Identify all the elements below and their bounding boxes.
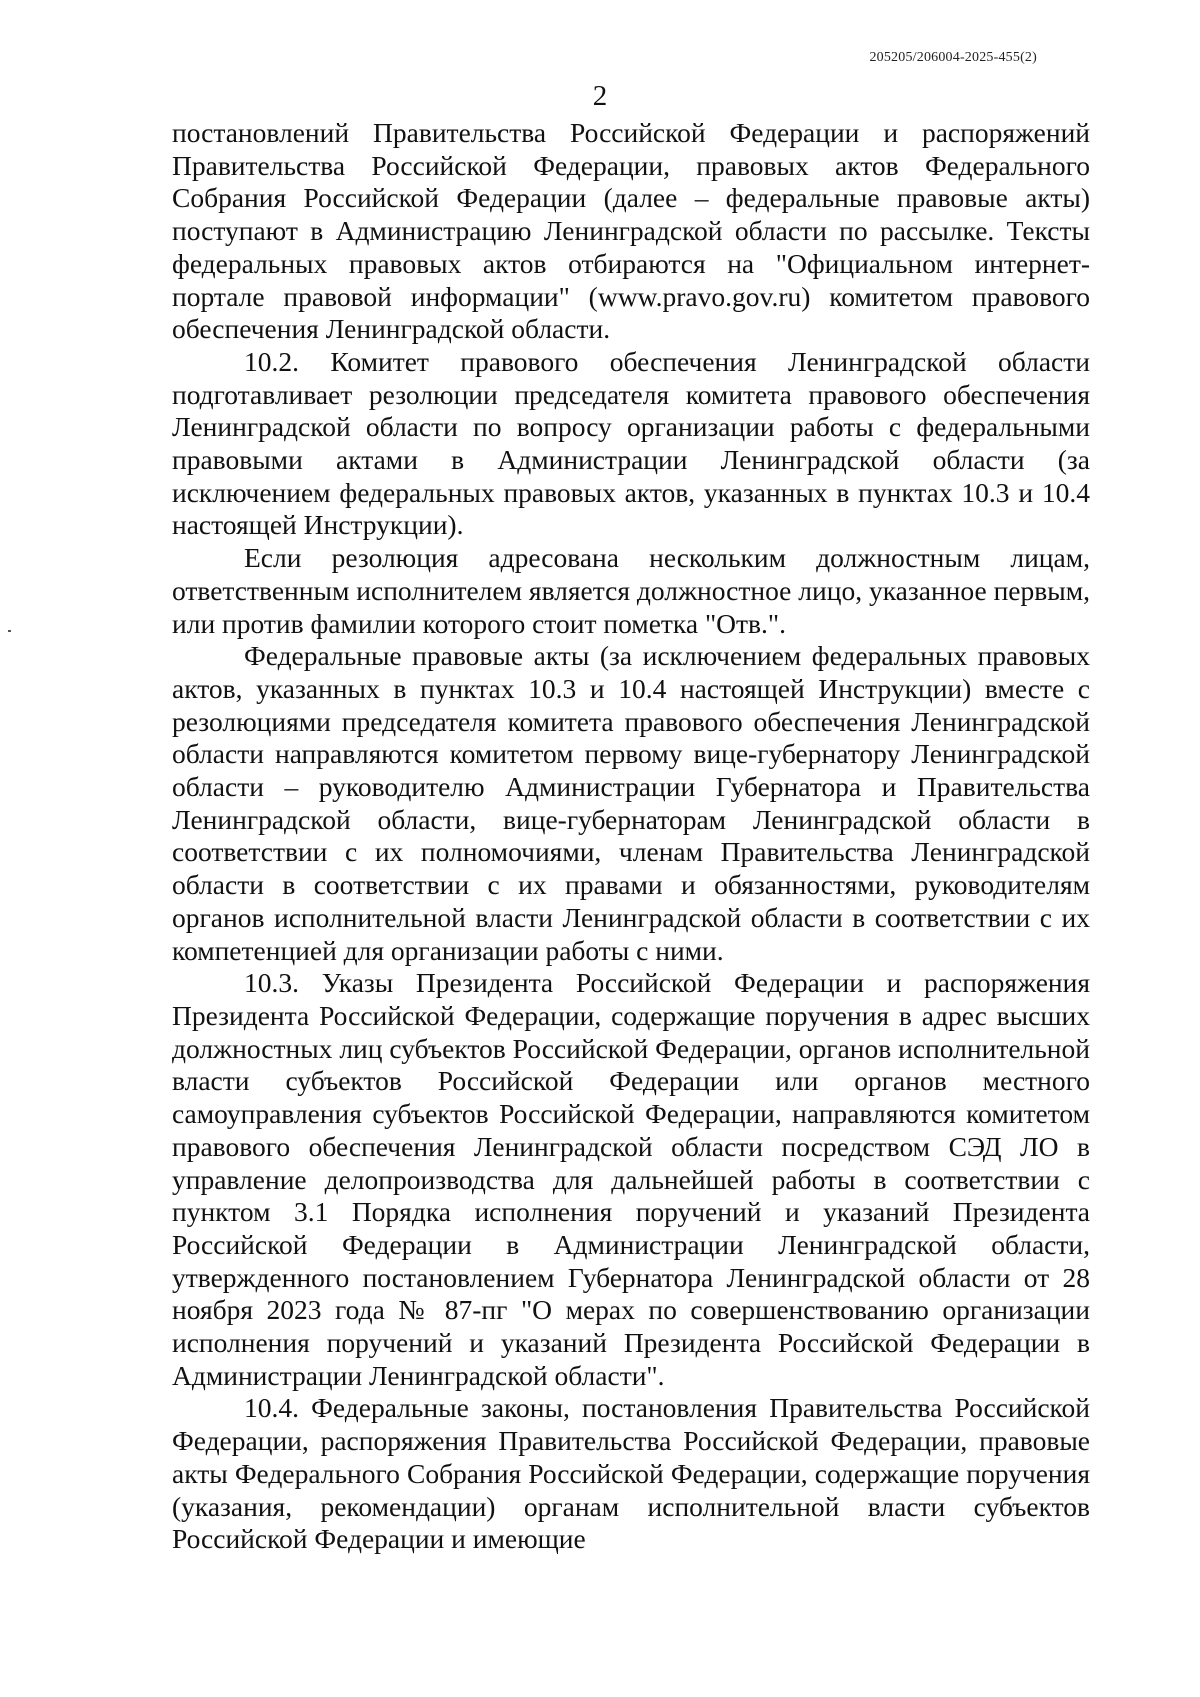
document-body (172, 117, 1090, 1556)
page-number: 2 (592, 80, 608, 112)
paragraph-10-2: 10.2. Комитет правового обеспечения Ленинградской области подготавливает резолюции председателя комитета правового обеспечения Ленинградской области по вопросу организации работы с федеральными правовыми актами в Администрации Ленинградской области (за исключением федеральных правовых актов, указанных в пунктах 10.3 и 10.4 настоящей Инструкции). (172, 345, 1090, 541)
paragraph-responsible-executor: Если резолюция адресована нескольким должностным лицам, ответственным исполнителем является должностное лицо, указанное первым, или против фамилии которого стоит пометка "Отв.". (172, 542, 1090, 639)
paragraph-continuation: постановлений Правительства Российской Федерации и распоряжений Правительства Российской Федерации, правовых актов Федерального Собрания Российской Федерации (далее – федеральные правовые акты) поступают в Администрацию Ленинградской области по рассылке. Тексты федеральных правовых актов отбираются на "Официальном интернет-портале правовой информации" (www.pravo.gov.ru) комитетом правового обеспечения Ленинградской области. (172, 117, 1090, 345)
paragraph-10-4: 10.4. Федеральные законы, постановления Правительства Российской Федерации, распоряжения Правительства Российской Федерации, правовые акты Федерального Собрания Российской Федерации, содержащие поручения (указания, рекомендации) органам исполнительной власти субъектов Российской Федерации и имеющие (172, 1392, 1090, 1555)
paragraph-10-3: 10.3. Указы Президента Российской Федерации и распоряжения Президента Российской Федерации, содержащие поручения в адрес высших должностных лиц субъектов Российской Федерации, органов исполнительной власти субъектов Российской Федерации или органов местного самоуправления субъектов Российской Федерации, направляются комитетом правового обеспечения Ленинградской области посредством СЭД ЛО в управление делопроизводства для дальнейшей работы в соответствии с пунктом 3.1 Порядка исполнения поручений и указаний Президента Российской Федерации в Администрации Ленинградской области, утвержденного постановлением Губернатора Ленинградской области от 28 ноября 2023 года № 87-пг "О мерах по совершенствованию организации исполнения поручений и указаний Президента Российской Федерации в Администрации Ленинградской области". (172, 967, 1090, 1391)
document-code: 205205/206004-2025-455(2) (869, 50, 1037, 65)
paragraph-federal-acts-distribution: Федеральные правовые акты (за исключением федеральных правовых актов, указанных в пунктах 10.3 и 10.4 настоящей Инструкции) вместе с резолюциями председателя комитета правового обеспечения Ленинградской области направляются комитетом первому вице-губернатору Ленинградской области – руководителю Администрации Губернатора и Правительства Ленинградской области, вице-губернаторам Ленинградской области в соответствии с их полномочиями, членам Правительства Ленинградской области в соответствии с их правами и обязанностями, руководителям органов исполнительной власти Ленинградской области в соответствии с их компетенцией для организации работы с ними. (172, 640, 1090, 966)
margin-mark (8, 630, 11, 632)
